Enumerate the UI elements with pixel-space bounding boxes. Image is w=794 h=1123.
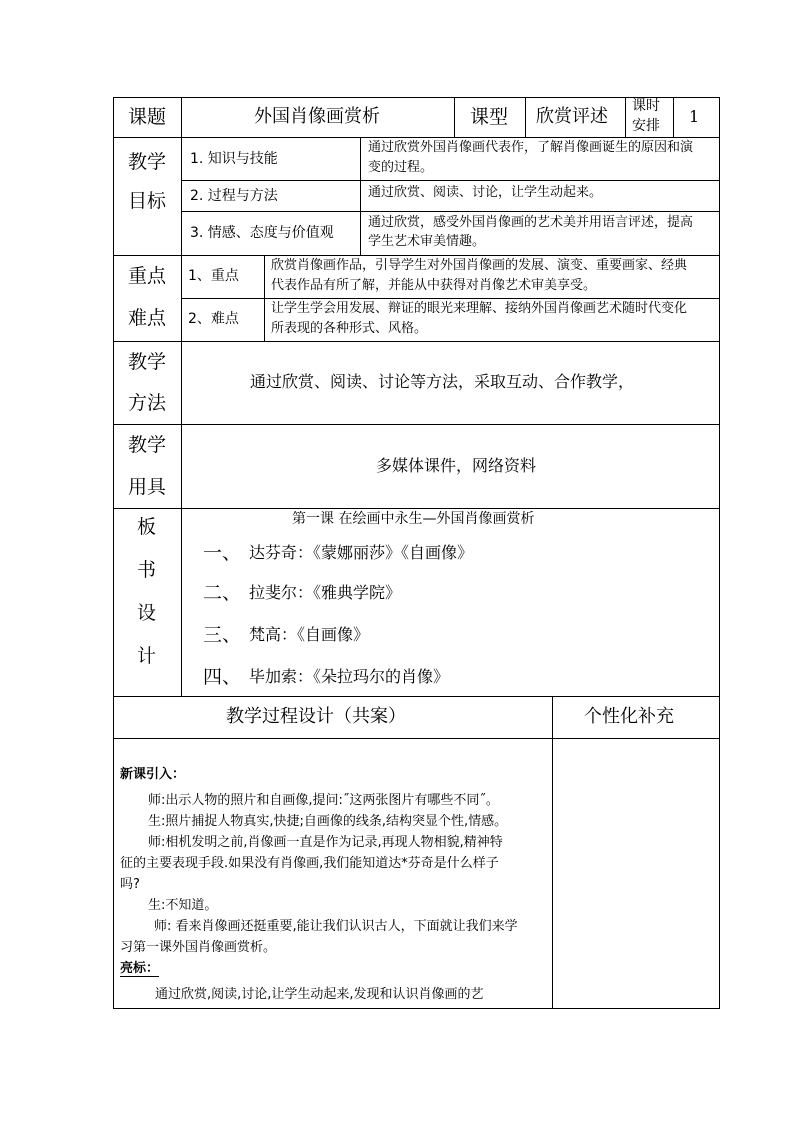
process-line: 师: 看来肖像画还挺重要,能让我们认识古人，下面就让我们来学 xyxy=(154,919,518,934)
board-item-number: 一、 xyxy=(203,542,242,564)
board-item-number: 四、 xyxy=(203,666,242,688)
objectives-label-line2: 目标 xyxy=(128,190,167,212)
personalized-supplement-heading: 个性化补充 xyxy=(584,706,674,727)
goal-line: 通过欣赏,阅读,讨论,让学生动起来,发现和认识肖像画的艺 xyxy=(155,987,484,1002)
board-label-char: 板 xyxy=(137,516,157,538)
keypoint-desc-line1: 让学生学会用发展、辩证的眼光来理解、接纳外国肖像画艺术随时代变化 xyxy=(271,301,688,316)
process-line: 师:相机发明之前,肖像画一直是作为记录,再现人物相貌,精神特 xyxy=(148,835,503,850)
goal-heading: 亮标： xyxy=(120,961,160,976)
keypoint-desc-line2: 所表现的各种形式、风格。 xyxy=(271,321,428,336)
board-item-text: 毕加索：《朵拉玛尔的肖像》 xyxy=(249,667,450,686)
methods-label-line1: 教学 xyxy=(128,351,167,373)
board-item-text: 梵高：《自画像》 xyxy=(249,625,370,644)
objective-desc-line1: 通过欣赏，感受外国肖像画的艺术美并用语言评述，提高 xyxy=(368,215,694,230)
board-item-text: 达芬奇：《蒙娜丽莎》《自画像》 xyxy=(249,543,474,562)
keypoint-name: 1、重点 xyxy=(188,268,239,284)
tools-text: 多媒体课件，网络资料 xyxy=(376,456,537,475)
objective-name: 2. 过程与方法 xyxy=(190,188,278,204)
lesson-type-label: 课型 xyxy=(470,106,509,128)
board-label-char: 设 xyxy=(137,602,157,624)
class-hours-label-line2: 安排 xyxy=(632,118,660,134)
board-item-number: 二、 xyxy=(203,582,242,604)
objective-desc-line1: 通过欣赏、阅读、讨论，让学生动起来。 xyxy=(368,185,603,200)
class-hours-label-line1: 课时 xyxy=(632,98,660,114)
board-item-text: 拉斐尔：《雅典学院》 xyxy=(249,583,402,602)
process-line: 习第一课外国肖像画赏析。 xyxy=(120,940,277,955)
methods-label-line2: 方法 xyxy=(128,392,167,414)
objectives-label-line1: 教学 xyxy=(128,151,167,173)
board-item-number: 三、 xyxy=(203,624,242,646)
process-line: 生:不知道。 xyxy=(148,898,218,913)
class-hours-value: 1 xyxy=(689,107,700,126)
keypoints-label-line2: 难点 xyxy=(128,307,167,329)
keypoint-name: 2、难点 xyxy=(188,311,239,327)
keypoint-desc-line1: 欣赏肖像画作品，引导学生对外国肖像画的发展、演变、重要画家、经典 xyxy=(271,258,688,273)
objective-desc-line1: 通过欣赏外国肖像画代表作，了解肖像画诞生的原因和演 xyxy=(368,140,694,155)
process-line: 征的主要表现手段.如果没有肖像画,我们能知道达*芬奇是什么样子 xyxy=(120,856,499,871)
board-label-char: 计 xyxy=(137,645,157,667)
board-title: 第一课 在绘画中永生—外国肖像画赏析 xyxy=(292,511,535,527)
board-label-char: 书 xyxy=(137,559,157,581)
methods-text: 通过欣赏、阅读、讨论等方法，采取互动、合作教学， xyxy=(250,372,635,391)
keypoints-label-line1: 重点 xyxy=(128,265,167,287)
tools-label-line1: 教学 xyxy=(128,434,167,456)
process-design-heading: 教学过程设计（共案） xyxy=(226,706,406,727)
objective-name: 3. 情感、态度与价值观 xyxy=(190,225,334,241)
objective-desc-line2: 变的过程。 xyxy=(368,160,434,175)
objective-name: 1. 知识与技能 xyxy=(190,151,278,167)
process-line: 师:出示人物的照片和自画像,提问:˝这两张图片有哪些不同˝。 xyxy=(148,793,499,808)
objective-desc-line2: 学生艺术审美情趣。 xyxy=(368,234,486,249)
lesson-type-value: 欣赏评述 xyxy=(536,106,608,127)
keypoint-desc-line2: 代表作品有所了解，并能从中获得对肖像艺术审美享受。 xyxy=(271,278,597,293)
process-line: 生:照片捕捉人物真实,快捷;自画像的线条,结构突显个性,情感。 xyxy=(148,814,508,829)
course-title: 外国肖像画赏析 xyxy=(254,106,380,127)
course-title-label: 课题 xyxy=(128,106,167,128)
intro-heading: 新课引入： xyxy=(120,767,186,782)
tools-label-line2: 用具 xyxy=(128,476,167,498)
process-line: 吗? xyxy=(120,877,140,892)
